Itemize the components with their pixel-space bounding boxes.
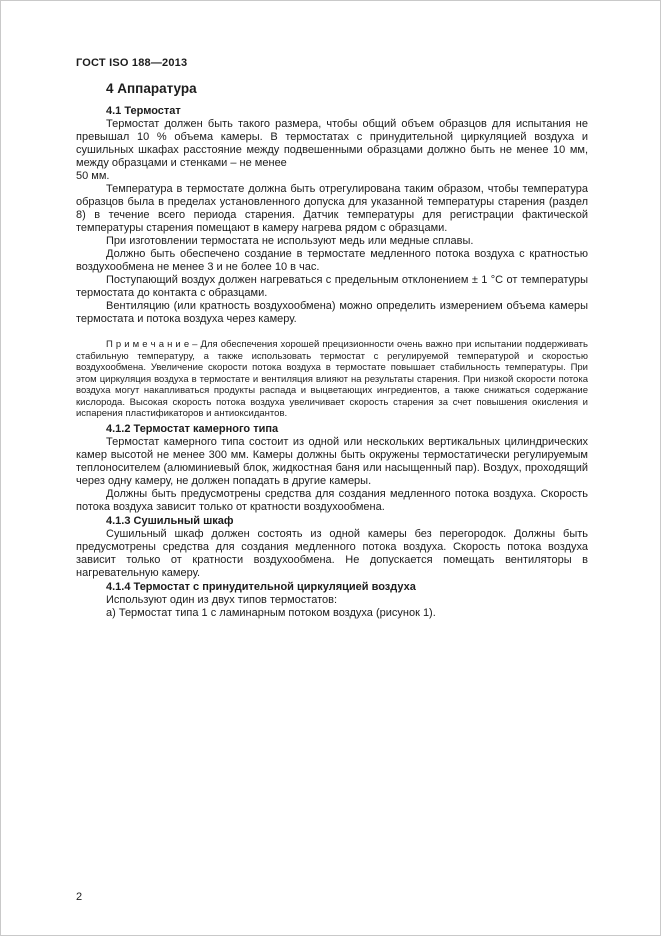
paragraph: а) Термостат типа 1 с ламинарным потоком воздуха (рисунок 1).	[106, 606, 436, 619]
page-number: 2	[76, 891, 83, 903]
paragraph: Используют один из двух типов термостатов:	[106, 593, 338, 606]
document-header: ГОСТ ISO 188—2013	[76, 57, 188, 69]
paragraph: Сушильный шкаф должен состоять из одной камеры без перегородок. Должны быть предусмотрены средства для создания медленного потока воздуха. Скорость потока воздуха зависит только от кратности воздухообмена. Не допускается помещать вентиляторы в нагревательную камеру.	[76, 527, 588, 579]
subsection-heading-4-1-4: 4.1.4 Термостат с принудительной циркуляцией воздуха	[106, 580, 416, 593]
section-heading: 4 Аппаратура	[106, 81, 197, 96]
paragraph: Температура в термостате должна быть отрегулирована таким образом, чтобы температура образцов была в пределах установленного допуска для указанной температуры старения (раздел 8) в течение всего периода старения. Датчик температуры для регистрации фактической температуры старения помещают в камеру нагрева рядом с образцами.	[76, 183, 588, 234]
paragraph: Вентиляцию (или кратность воздухообмена) можно определить измерением объема камеры термостата и потока воздуха через камеру.	[76, 300, 588, 325]
paragraph: Должно быть обеспечено создание в термостате медленного потока воздуха с кратностью воздухообмена не менее 3 и не более 10 в час.	[76, 248, 588, 273]
subsection-heading-4-1-2: 4.1.2 Термостат камерного типа	[106, 422, 279, 435]
subsection-heading-4-1: 4.1 Термостат	[106, 105, 181, 117]
paragraph: Должны быть предусмотрены средства для создания медленного потока воздуха. Скорость потока воздуха зависит только от кратности воздухообмена.	[76, 487, 588, 513]
paragraph: Термостат должен быть такого размера, чтобы общий объем образцов для испытания не превышал 10 % объема камеры. В термостатах с принудительной циркуляцией воздуха и сушильных шкафах расстояние между подвешенными образцами должно быть не менее 10 мм, между образцами и стенками – не менее	[76, 118, 588, 169]
paragraph: Поступающий воздух должен нагреваться с предельным отклонением ± 1 °С от температуры термостата до контакта с образцами.	[76, 274, 588, 299]
subsection-heading-4-1-3: 4.1.3 Сушильный шкаф	[106, 514, 234, 527]
paragraph: 50 мм.	[76, 170, 110, 182]
note-paragraph: П р и м е ч а н и е – Для обеспечения хорошей прецизионности очень важно при испытании поддерживать стабильную температуру, а также использовать термостат с регулируемой температурой и скоростью воздухообмена. Увеличение скорости потока воздуха в термостате повышает стабильность температуры. При этом циркуляция воздуха в термостате и вентиляция влияют на результаты старения. При низкой скорости потока воздуха могут накапливаться продукты распада и выцветающих ингредиентов, а также снижаться содержание кислорода. Высокая скорость потока воздуха увеличивает скорость старения за счет повышения окисления и испарения пластификаторов и антиоксидантов.	[76, 339, 588, 419]
paragraph: При изготовлении термостата не используют медь или медные сплавы.	[106, 235, 474, 247]
paragraph: Термостат камерного типа состоит из одной или нескольких вертикальных цилиндрических камер высотой не менее 300 мм. Камеры должны быть окружены термостатически регулируемым теплоносителем (алюминиевый блок, жидкостная баня или насыщенный пар). Воздух, проходящий через одну камеру, не должен попадать в другие камеры.	[76, 435, 588, 487]
